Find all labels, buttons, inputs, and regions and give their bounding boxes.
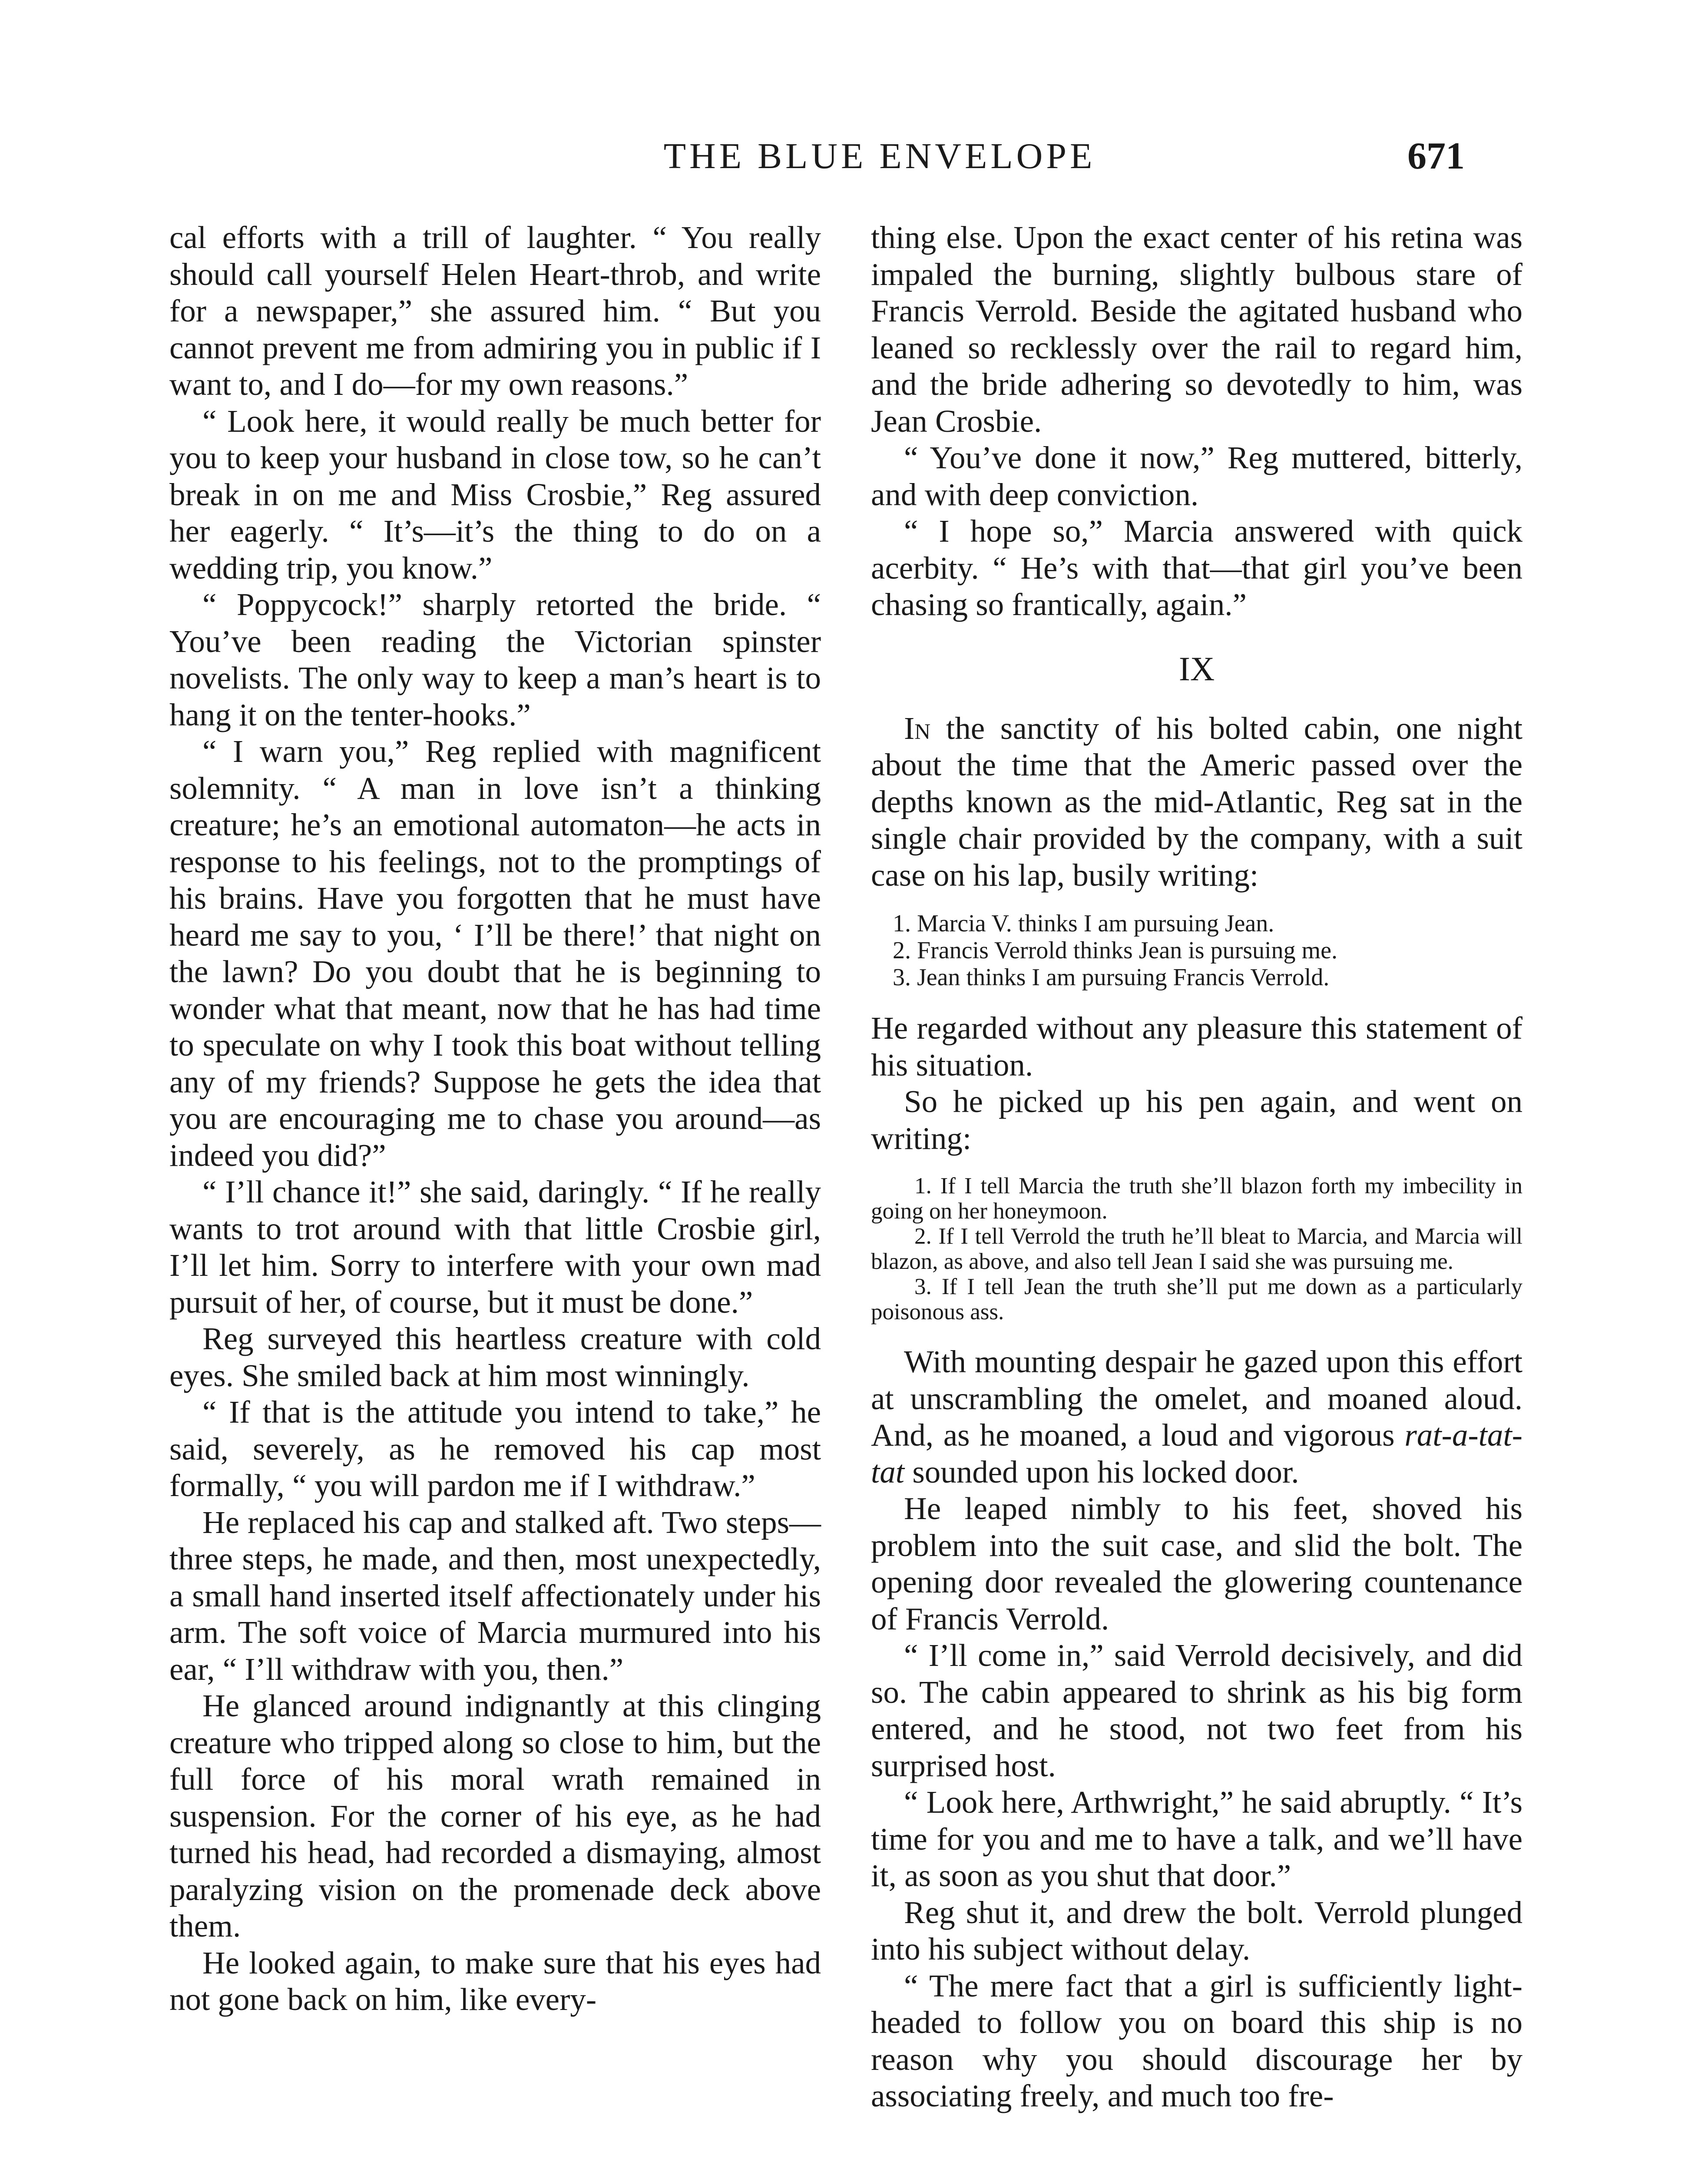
dilemma-list (871, 1173, 1523, 1324)
list-text: Francis Verrold thinks Jean is pursuing me. (917, 937, 1337, 964)
list-number: 3. (893, 964, 911, 991)
list-number: 2. (893, 937, 911, 964)
paragraph (871, 1344, 1523, 1490)
paragraph: “ I’ll come in,” said Verrold decisively, and did so. The cabin appeared to shrink as his big form entered, and he stood, not two feet from his surprised host. (871, 1638, 1523, 1783)
list-number: 1. (893, 910, 911, 937)
running-title: THE BLUE ENVELOPE (663, 136, 1096, 176)
list-item (871, 1274, 1523, 1324)
page-number: 671 (1407, 135, 1465, 177)
paragraph: He looked again, to make sure that his eyes had not gone back on him, like every- (169, 1945, 821, 2017)
list-item (893, 964, 1523, 991)
list-number: 1. (914, 1173, 932, 1199)
list-item (871, 1224, 1523, 1274)
italic-text: rat-a-tat-tat (871, 1417, 1523, 1490)
situation-list (871, 910, 1523, 991)
running-header (0, 130, 1708, 182)
paragraph: “ I warn you,” Reg replied with magnificent solemnity. “ A man in love isn’t a thinking creature; he’s an emotional automaton—he acts in response to his feelings, not to the promptings of his brains. Have you forgotten that he must have heard me say to you, ‘ I’ll be there!’ that night on the lawn? Do you doubt that he is beginning to wonder what that meant, now that he has had time to speculate on why I took this boat without telling any of my friends? Suppose he gets the idea that you are encouraging me to chase you around—as indeed you did?” (169, 734, 821, 1173)
paragraph: “ The mere fact that a girl is sufficiently light-headed to follow you on board this ship is no reason why you should discourage her by associating freely, and much too fre- (871, 1968, 1523, 2113)
paragraph: “ I hope so,” Marcia answered with quick acerbity. “ He’s with that—that girl you’ve been chasing so frantically, again.” (871, 513, 1523, 622)
list-text: Jean thinks I am pursuing Francis Verrold. (917, 964, 1330, 991)
paragraph: “ Look here, Arthwright,” he said abruptly. “ It’s time for you and me to have a talk, and we’ll have it, as soon as you shut that door.” (871, 1785, 1523, 1893)
list-number: 2. (914, 1224, 932, 1249)
text-run: With mounting despair he gazed upon this effort at unscrambling the omelet, and moaned aloud. And, as he moaned, a loud and vigorous (871, 1344, 1523, 1453)
list-text: Marcia V. thinks I am pursuing Jean. (917, 910, 1274, 937)
paragraph: “ Look here, it would really be much better for you to keep your husband in close tow, so he can’t break in on me and Miss Crosbie,” Reg assured her eagerly. “ It’s—it’s the thing to do on a wedding trip, you know.” (169, 403, 821, 586)
paragraph: He replaced his cap and stalked aft. Two steps—three steps, he made, and then, most unexpectedly, a small hand inserted itself affectionately under his arm. The soft voice of Marcia murmured into his ear, “ I’ll withdraw with you, then.” (169, 1504, 821, 1687)
section-heading: IX (1178, 649, 1215, 688)
list-text: If I tell Jean the truth she’ll put me down as a particularly poisonous ass. (871, 1274, 1523, 1324)
left-column (169, 219, 821, 2018)
paragraph: Reg shut it, and drew the bolt. Verrold plunged into his subject without delay. (871, 1894, 1523, 1967)
paragraph: Reg surveyed this heartless creature with cold eyes. She smiled back at him most winningly. (169, 1321, 821, 1393)
list-item (871, 1173, 1523, 1224)
text-run: sounded upon his locked door. (904, 1454, 1299, 1490)
paragraph: So he picked up his pen again, and went on writing: (871, 1084, 1523, 1156)
paragraph: thing else. Upon the exact center of his retina was impaled the burning, slightly bulbous stare of Francis Verrold. Beside the agitated husband who leaned so recklessly over the rail to regard him, and the bride adhering so devotedly to him, was Jean Crosbie. (871, 220, 1523, 439)
section-opening-paragraph (871, 710, 1523, 894)
section-opening-word: In (904, 710, 931, 746)
list-text: If I tell Marcia the truth she’ll blazon forth my imbecility in going on her honeymoon. (871, 1173, 1523, 1224)
paragraph: He regarded without any pleasure this statement of his situation. (871, 1010, 1523, 1083)
right-column (871, 219, 1523, 2115)
list-text: If I tell Verrold the truth he’ll bleat to Marcia, and Marcia will blazon, as above, and also tell Jean I said she was pursuing me. (871, 1224, 1523, 1274)
list-item (893, 910, 1523, 937)
paragraph: “ You’ve done it now,” Reg muttered, bitterly, and with deep conviction. (871, 440, 1523, 512)
section-opening-text: the sanctity of his bolted cabin, one night about the time that the Americ passed over the depths known as the mid-Atlantic, Reg sat in the single chair provided by the company, with a suit case on his lap, busily writing: (871, 710, 1523, 893)
paragraph: “ I’ll chance it!” she said, daringly. “ If he really wants to trot around with that little Crosbie girl, I’ll let him. Sorry to interfere with your own mad pursuit of her, of course, but it must be done.” (169, 1174, 821, 1320)
paragraph: He glanced around indignantly at this clinging creature who tripped along so close to him, but the full force of his moral wrath remained in suspension. For the corner of his eye, as he had turned his head, had recorded a dismaying, almost paralyzing vision on the promenade deck above them. (169, 1688, 821, 1944)
list-number: 3. (914, 1274, 932, 1299)
paragraph: He leaped nimbly to his feet, shoved his problem into the suit case, and slid the bolt. The opening door revealed the glowering countenance of Francis Verrold. (871, 1491, 1523, 1636)
paragraph: “ Poppycock!” sharply retorted the bride. “ You’ve been reading the Victorian spinster novelists. The only way to keep a man’s heart is to hang it on the tenter-hooks.” (169, 587, 821, 732)
paragraph: cal efforts with a trill of laughter. “ You really should call yourself Helen Heart-throb, and write for a newspaper,” she assured him. “ But you cannot prevent me from admiring you in public if I want to, and I do—for my own reasons.” (169, 220, 821, 402)
paragraph: “ If that is the attitude you intend to take,” he said, severely, as he removed his cap most formally, “ you will pardon me if I withdraw.” (169, 1394, 821, 1503)
list-item (893, 937, 1523, 964)
